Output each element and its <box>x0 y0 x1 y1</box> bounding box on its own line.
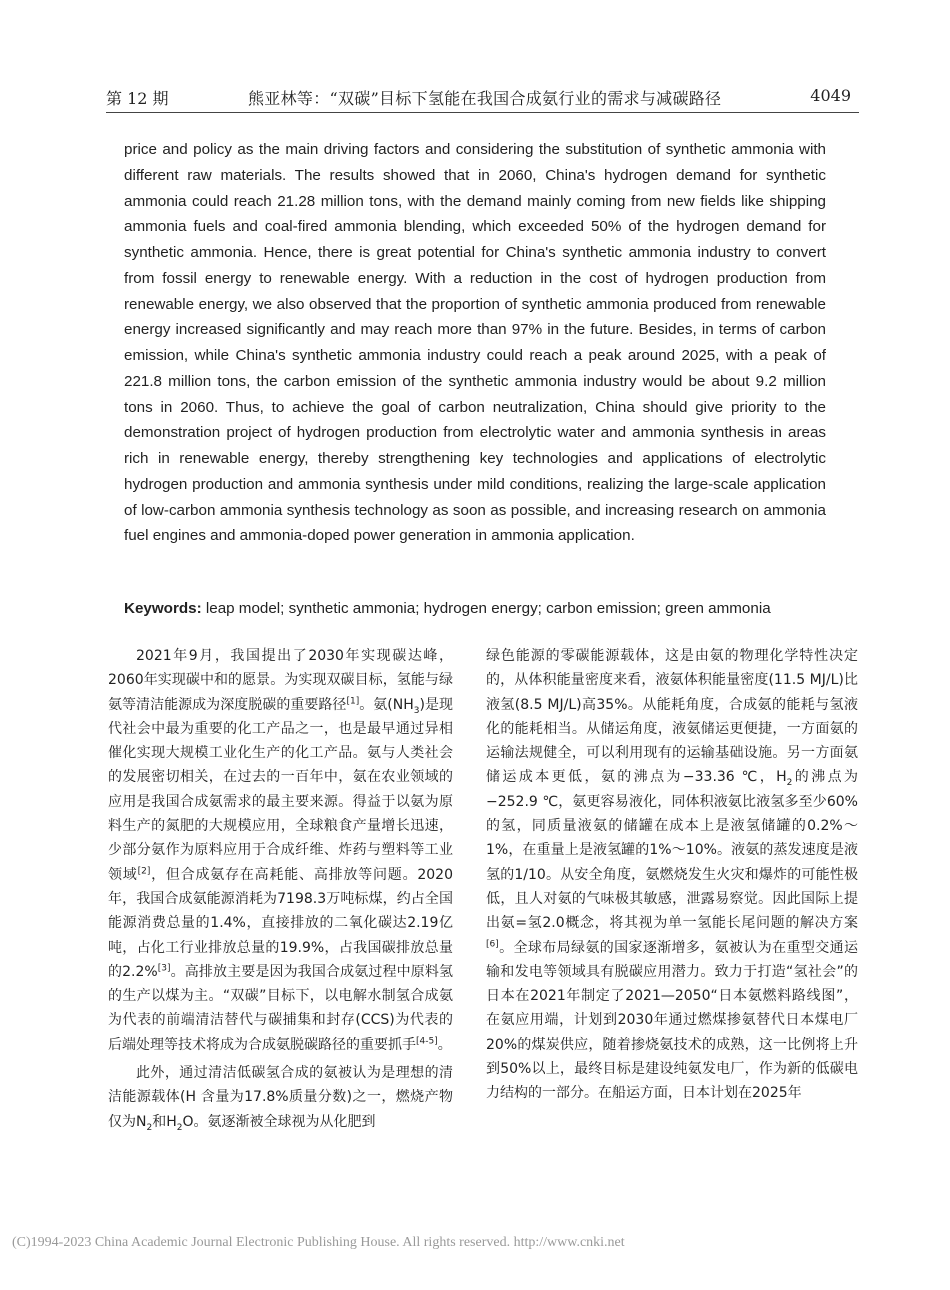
issue-number: 第 12 期 <box>106 89 169 108</box>
copyright-footer: (C)1994-2023 China Academic Journal Electronic Publishing House. All rights reserved. http://www.cnki.net <box>12 1235 625 1250</box>
paragraph-intro: 2021年9月，我国提出了2030年实现碳达峰，2060年实现碳中和的愿景。为实现双碳目标，氢能与绿氨等清洁能源成为深度脱碳的重要路径[1]。氨$(NH_3)$是现代社会中最为重要的化工产品之一，也是最早通过异相催化实现大规模工业化生产的化工产品。氨与人类社会的发展密切相关，在过去的一百年中，氨在农业领域的应用是我国合成氨需求的最主要来源。得益于以氨为原料生产的氮肥的大规模应用，全球粮食产量增长迅速，少部分氨作为原料应用于合成纤维、炸药与塑料等工业领域[2]，但合成氨存在高耗能、高排放等问题。2020年，我国合成氨能源消耗为7198.3万吨标煤，约占全国能源消费总量的1.4%，直接排放的二氧化碳达2.19亿吨，占化工行业排放总量的19.9%，占我国碳排放总量的2.2%[3]。高排放主要是因为我国合成氨过程中原料氢的生产以煤为主。“双碳”目标下，以电解水制氢合成氨为代表的前端清洁替代与碳捕集和封存(CCS)为代表的后端处理等技术将成为合成氨脱碳路径的重要抓手[4-5]。 <box>108 648 453 1053</box>
header-divider <box>106 112 859 113</box>
citation-3[interactable]: [3] <box>157 963 171 974</box>
running-title: 熊亚林等：“双碳”目标下氢能在我国合成氨行业的需求与减碳路径 <box>248 89 722 108</box>
body-column-right <box>486 644 858 1106</box>
citation-4-5[interactable]: [4-5] <box>416 1036 438 1047</box>
running-header <box>106 86 851 110</box>
keywords-line <box>124 597 844 621</box>
keywords-label: Keywords: <box>124 600 202 617</box>
paragraph-continued: 绿色能源的零碳能源载体，这是由氨的物理化学特性决定的，从体积能量密度来看，液氨体积能量密度(11.5 MJ/L)比液氢(8.5 MJ/L)高35%。从能耗角度，合成氨的能耗与氢液化的能耗相当。从储运角度，液氨储运更便捷，一方面氨的运输法规健全，可以利用现有的运输基础设施。另一方面氨储运成本更低，氨的沸点为−33.36 ℃，$H_2$的沸点为−252.9 ℃，氨更容易液化，同体积液氨比液氢多至少60%的氢，同质量液氨的储罐在成本上是液氢储罐的0.2%～1%，在重量上是液氢罐的1%～10%。液氨的蒸发速度是液氢的1/10。从安全角度，氨燃烧发生火灾和爆炸的可能性极低，且人对氨的气味极其敏感，泄露易察觉。因此国际上提出氨=氢2.0概念，将其视为单一氢能长尾问题的解决方案[6]。全球布局绿氨的国家逐渐增多，氨被认为在重型交通运输和发电等领域具有脱碳应用潜力。致力于打造“氢社会”的日本在2021年制定了2021—2050“日本氨燃料路线图”，在氨应用端，计划到2030年通过燃煤掺氨替代日本煤电厂20%的煤炭供应，随着掺烧氨技术的成熟，这一比例将上升到50%以上，最终目标是建设纯氨发电厂，作为新的低碳电力结构的一部分。在船运方面，日本计划在2025年 <box>486 648 859 1102</box>
keywords-text: leap model; synthetic ammonia; hydrogen energy; carbon emission; green ammonia <box>201 600 771 617</box>
citation-6[interactable]: [6] <box>486 938 499 949</box>
citation-1[interactable]: [1] <box>346 695 360 706</box>
paragraph-ammonia-carrier: 此外，通过清洁低碳氢合成的氨被认为是理想的清洁能源载体(H 含量为17.8%质量分数)之一，燃烧产物仅为$N_2$和$H_2O$。氨逐渐被全球视为从化肥到 <box>108 1065 453 1133</box>
body-column-left <box>108 644 453 1134</box>
citation-2[interactable]: [2] <box>137 866 151 877</box>
english-abstract <box>124 137 826 549</box>
abstract-text: price and policy as the main driving factors and considering the substitution of synthetic ammonia with different raw materials. The results showed that in 2060, China's hydrogen demand for synthetic ammonia could reach 21.28 million tons, with the demand mainly coming from new fields like shipping ammonia fuels and coal-fired ammonia blending, which exceeded 50% of the hydrogen demand for synthetic ammonia. Hence, there is great potential for China's synthetic ammonia industry to convert from fossil energy to renewable energy. With a reduction in the cost of hydrogen production from renewable energy, we also observed that the proportion of synthetic ammonia produced from renewable energy increased significantly and may reach more than 97% in the future. Besides, in terms of carbon emission, while China's synthetic ammonia industry could reach a peak around 2025, with a peak of 221.8 million tons, the carbon emission of the synthetic ammonia industry would be about 9.2 million tons in 2060. Thus, to achieve the goal of carbon neutralization, China should give priority to the demonstration project of hydrogen production from electrolytic water and ammonia synthesis in areas rich in renewable energy, thereby strengthening key technologies and applications of electrolytic hydrogen production and ammonia synthesis under mild conditions, realizing the large-scale application of low-carbon ammonia synthesis technology as soon as possible, and increasing research on ammonia fuel engines and ammonia-doped power generation in ammonia application. <box>124 141 826 545</box>
page-number: 4049 <box>810 86 851 105</box>
